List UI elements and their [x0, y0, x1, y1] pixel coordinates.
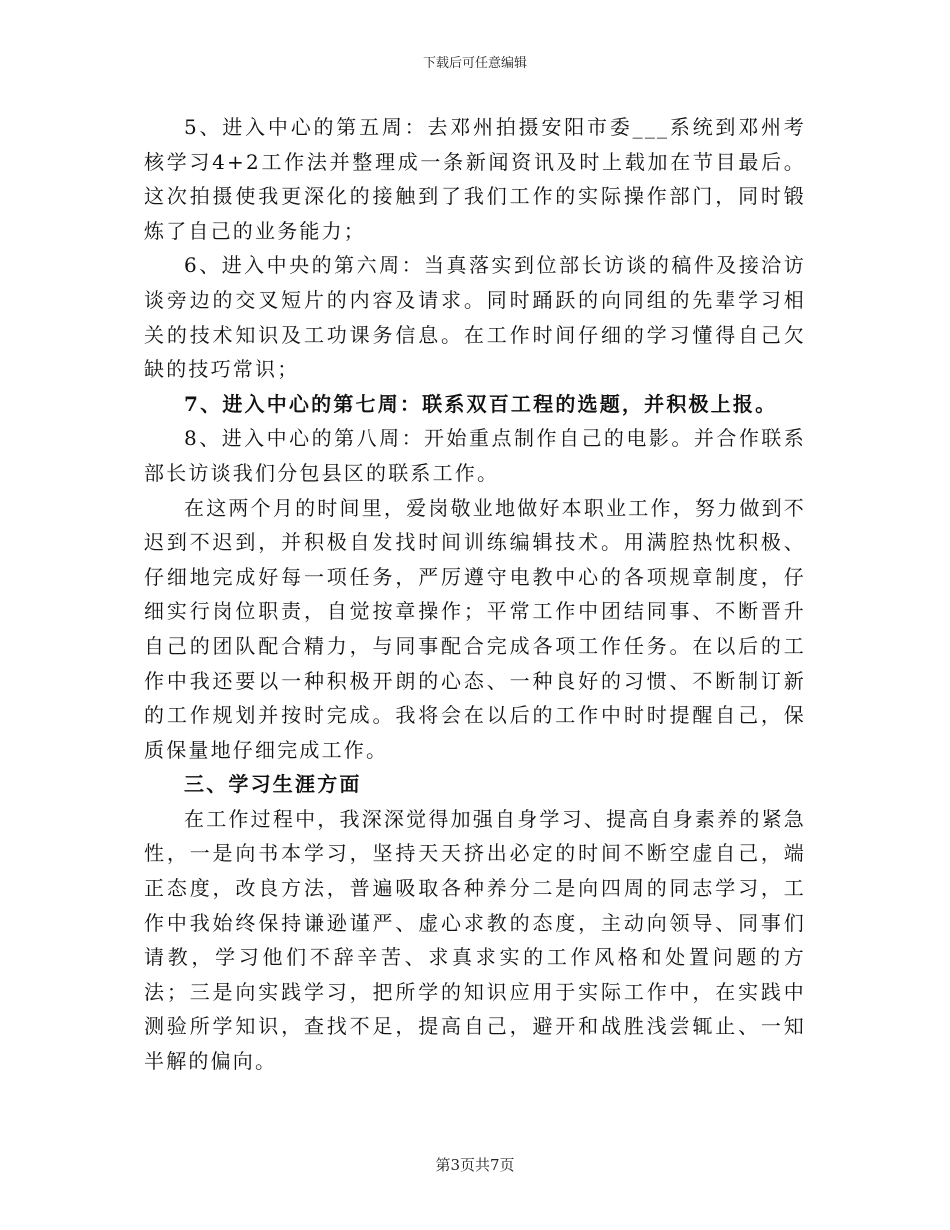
document-body [144, 110, 806, 1079]
page-number: 第3页共7页 [435, 1156, 515, 1174]
section-heading-study: 三、学习生涯方面 [184, 772, 362, 797]
paragraph-week-6: 6、进入中央的第六周：当真落实到位部长访谈的稿件及接洽访谈旁边的交叉短片的内容及请求。同时踊跃的向同组的先辈学习相关的技术知识及工功课务信息。在工作时间仔细的学习懂得自己欠缺的技巧常识； [144, 253, 806, 382]
page-header: 下载后可任意编辑 [422, 56, 527, 71]
paragraph-week-5: 5、进入中心的第五周：去邓州拍摄安阳市委___系统到邓州考核学习4+2工作法并整理成一条新闻资讯及时上载加在节目最后。这次拍摄使我更深化的接触到了我们工作的实际操作部门，同时锻炼了自己的业务能力； [144, 115, 806, 243]
paragraph-week-7: 7、进入中心的第七周：联系双百工程的选题，并积极上报。 [184, 391, 778, 416]
paragraph-week-8: 8、进入中心的第八周：开始重点制作自己的电影。并合作联系部长访谈我们分包县区的联系工作。 [144, 426, 806, 485]
paragraph-work-summary: 在这两个月的时间里，爱岗敬业地做好本职业工作，努力做到不迟到不迟到，并积极自发找时间训练编辑技术。用满腔热忱积极、仔细地完成好每一项任务，严厉遵守电教中心的各项规章制度，仔细实行岗位职责，自觉按章操作；平常工作中团结同事、不断晋升自己的团队配合精力，与同事配合完成各项工作任务。在以后的工作中我还要以一种积极开朗的心态、一种良好的习惯、不断制订新的工作规划并按时完成。我将会在以后的工作中时时提醒自己，保质保量地仔细完成工作。 [144, 495, 806, 762]
paragraph-study: 在工作过程中，我深深觉得加强自身学习、提高自身素养的紧急性，一是向书本学习，坚持天天挤出必定的时间不断空虚自己，端正态度，改良方法，普遍吸取各种养分二是向四周的同志学习，工作中我始终保持谦逊谨严、虚心求教的态度，主动向领导、同事们请教，学习他们不辞辛苦、求真求实的工作风格和处置问题的方法；三是向实践学习，把所学的知识应用于实际工作中，在实践中测验所学知识，查找不足，提高自己，避开和战胜浅尝辄止、一知半解的偏向。 [144, 806, 806, 1074]
